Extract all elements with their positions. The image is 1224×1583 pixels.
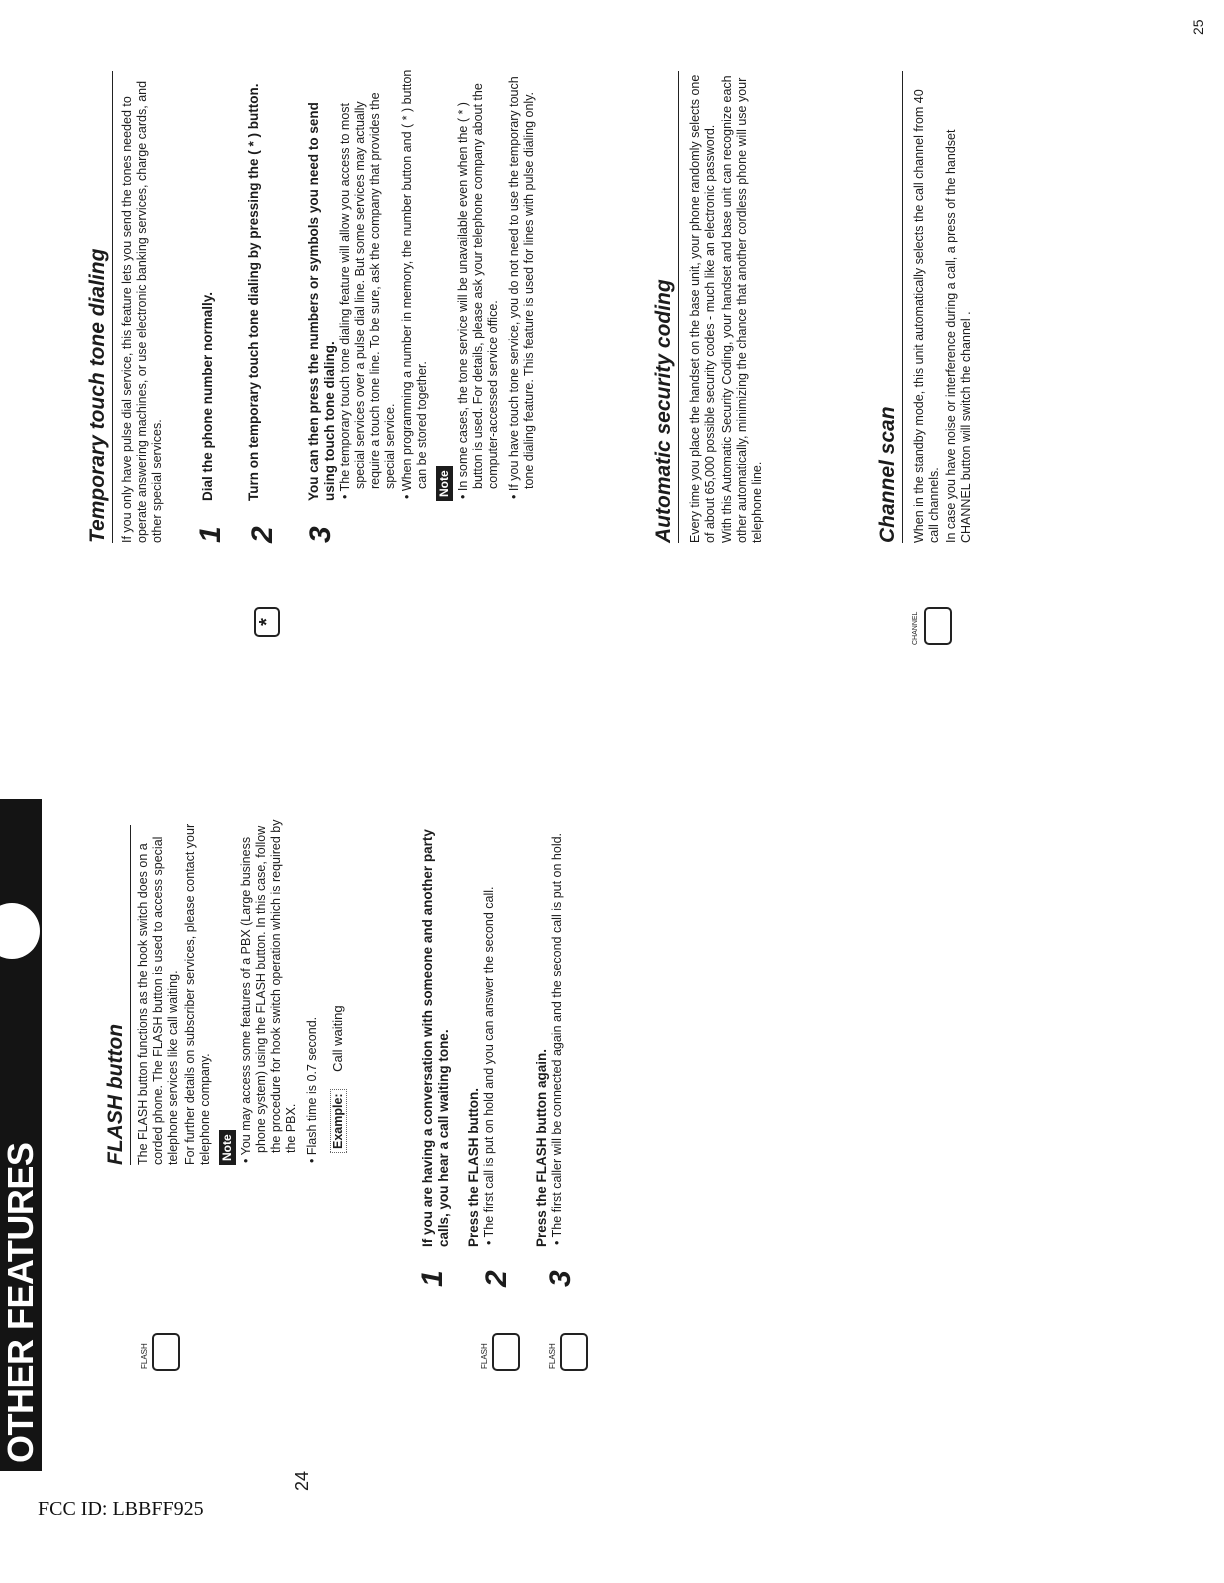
- tone-step-bullet: • When programming a number in memory, the number button and ( * ) button can be stored together.: [400, 69, 429, 499]
- tone-step-number: 1: [194, 526, 227, 543]
- channel-button-label: CHANNEL: [912, 611, 919, 645]
- fcc-id: FCC ID: LBBFF925: [38, 1498, 204, 1520]
- channel-section-title: Channel scan: [876, 71, 903, 543]
- flash-step-bullet: • The first call is put on hold and you can answer the second call.: [482, 886, 496, 1245]
- flash-step-text: Press the FLASH button.: [466, 1087, 481, 1247]
- flash-key-shape: [560, 1333, 588, 1371]
- flash-step-body: [466, 815, 499, 1247]
- flash-key-shape: [152, 1333, 180, 1371]
- flash-button-label: FLASH: [480, 1343, 489, 1369]
- tone-step-number: 3: [304, 526, 337, 543]
- tone-step-text: Dial the phone number normally.: [200, 291, 215, 501]
- tone-step-number: 2: [246, 526, 279, 543]
- channel-body: [912, 71, 976, 543]
- flash-button-icon-2[interactable]: [480, 1331, 524, 1371]
- flash-intro: [136, 809, 347, 1165]
- example-label: Example:: [330, 1089, 347, 1153]
- flash-button-label: FLASH: [548, 1343, 557, 1369]
- tone-note-label: Note: [436, 466, 453, 501]
- channel-paragraph: In case you have noise or interference during a call, a press of the handset CHANNEL button will switch the channel .: [944, 129, 973, 543]
- flash-note-label: Note: [219, 1130, 236, 1165]
- channel-paragraph: When in the standby mode, this unit automatically selects the call channel from 40 call channels.: [912, 89, 941, 543]
- flash-intro-paragraph: The FLASH button functions as the hook switch does on a corded phone. The FLASH button is used to access special telephone services like call waiting.: [136, 836, 180, 1165]
- page-title: OTHER FEATURES: [0, 1142, 41, 1463]
- example-value: Call waiting: [330, 1005, 345, 1072]
- flash-step-body: [534, 815, 567, 1247]
- security-paragraph: With this Automatic Security Coding, your handset and base unit can recognize each other automatically, minimizing the chance that another cordless phone will use your telephone line.: [720, 75, 764, 543]
- tone-step-text: You can then press the numbers or symbols you need to send using touch tone dialing.: [306, 102, 337, 501]
- flash-section-title: FLASH button: [104, 825, 131, 1165]
- header-bar: [0, 799, 42, 1471]
- security-body: [688, 71, 767, 543]
- tone-step-body: [306, 69, 539, 501]
- flash-step-number: 3: [544, 1270, 577, 1287]
- flash-note-item: • Flash time is 0.7 second.: [305, 1016, 319, 1163]
- flash-step-text: If you are having a conversation with someone and another party calls, you hear a call waiting tone.: [420, 829, 451, 1247]
- page-number-right: 25: [1190, 19, 1206, 35]
- tone-section-title: Temporary touch tone dialing: [86, 71, 113, 543]
- flash-button-icon-3[interactable]: [548, 1331, 592, 1371]
- security-paragraph: Every time you place the handset on the base unit, your phone randomly selects one of about 65,000 possible security codes - much like an electronic password.: [688, 74, 717, 543]
- flash-step-bullet: • The first caller will be connected again and the second call is put on hold.: [550, 832, 564, 1245]
- flash-intro-paragraph: For further details on subscriber services, please contact your telephone company.: [183, 823, 212, 1165]
- tone-note-item: • If you have touch tone service, you do not need to use the temporary touch tone dialing feature. This feature is used for lines with pulse dialing only.: [507, 76, 536, 499]
- tone-intro: If you only have pulse dial service, this feature lets you send the tones needed to operate answering machines, or use electronic banking services, charge cards, and other special services.: [120, 80, 164, 543]
- flash-step-text: Press the FLASH button again.: [534, 1048, 549, 1247]
- flash-step-number: 1: [416, 1270, 449, 1287]
- page-number-left: 24: [292, 1470, 312, 1491]
- channel-key-shape: [924, 607, 952, 645]
- flash-key-shape: [492, 1333, 520, 1371]
- header-circle-icon: [0, 903, 40, 959]
- flash-step-number: 2: [480, 1270, 513, 1287]
- channel-button-icon[interactable]: [912, 601, 956, 645]
- tone-step-bullet: • The temporary touch tone dialing feature will allow you access to most special services over a pulse dial line. But some services may actually require a touch tone line. To be sure, ask the company that provides the special service.: [338, 92, 397, 499]
- flash-note-item: • You may access some features of a PBX (Large business phone system) using the FLASH button. In this case, follow the procedure for hook switch operation which is required by the PBX.: [239, 819, 298, 1163]
- flash-button-label: FLASH: [140, 1343, 149, 1369]
- flash-button-icon-1[interactable]: [140, 1331, 184, 1371]
- security-section-title: Automatic security coding: [652, 71, 679, 543]
- star-button-icon[interactable]: *: [254, 607, 280, 637]
- tone-step-text: Turn on temporary touch tone dialing by pressing the ( * ) button.: [246, 83, 261, 501]
- tone-note-item: • In some cases, the tone service will be unavailable even when the ( * ) button is used. For details, please ask your telephone company about the computer-accessed service office.: [456, 83, 500, 499]
